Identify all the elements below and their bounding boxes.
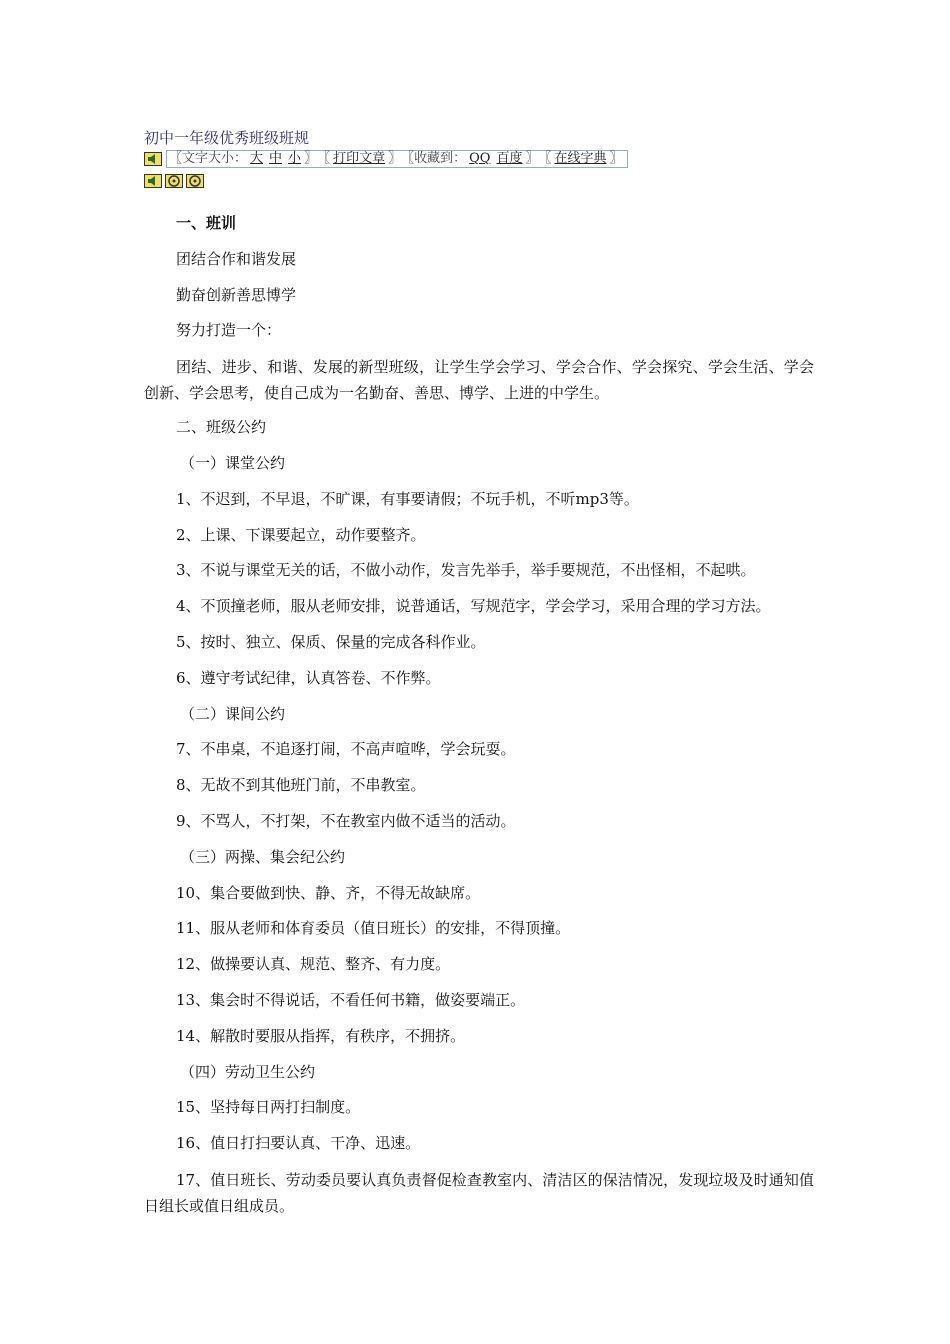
rule-item: 16、值日打扫要认真、干净、迅速。	[176, 1134, 421, 1153]
article-toolbar	[144, 150, 628, 168]
rule-item: 6、遵守考试纪律，认真答卷、不作弊。	[176, 668, 441, 687]
rule-item: 17、值日班长、劳动委员要认真负责督促检查教室内、清洁区的保洁情况，发现垃圾及时通知值日组长或值日组成员。	[144, 1170, 814, 1215]
rule-item: 5、按时、独立、保质、保量的完成各科作业。	[176, 632, 486, 651]
rule-item: 4、不顶撞老师，服从老师安排，说普通话，写规范字，学会学习，采用合理的学习方法。	[176, 597, 771, 616]
online-dictionary-link[interactable]: 在线字典	[554, 151, 607, 166]
bracket-close: 〗	[388, 151, 402, 166]
print-article-link[interactable]: 打印文章	[333, 151, 386, 166]
section-heading: 二、班级公约	[176, 418, 267, 437]
paragraph: 团结合作和谐发展	[176, 249, 297, 268]
bracket-close: 〗	[525, 151, 539, 166]
disc-icon[interactable]	[186, 174, 204, 188]
rule-item: 1、不迟到，不早退，不旷课，有事要请假；不玩手机，不听mp3等。	[176, 489, 639, 508]
subsection-heading: （二）课间公约	[180, 704, 286, 723]
rule-item: 15、坚持每日两打扫制度。	[176, 1098, 361, 1117]
favorite-baidu-link[interactable]: 百度	[496, 151, 523, 166]
bracket-close: 〗	[304, 151, 318, 166]
rule-item: 9、不骂人，不打架，不在教室内做不适当的活动。	[176, 811, 516, 830]
rule-item: 2、上课、下课要起立，动作要整齐。	[176, 525, 426, 544]
subsection-heading: （三）两操、集会纪公约	[180, 847, 346, 866]
favorite-label: 〖收藏到：	[401, 151, 467, 166]
icon-row	[144, 174, 204, 188]
paragraph: 勤奋创新善思博学	[176, 285, 297, 304]
rule-item: 3、不说与课堂无关的话，不做小动作，发言先举手，举手要规范，不出怪相，不起哄。	[176, 561, 756, 580]
bracket-close: 〗	[609, 151, 623, 166]
rule-item: 8、无故不到其他班门前，不串教室。	[176, 776, 426, 795]
section-heading: 一、班训	[176, 214, 237, 232]
bracket-open: 〖	[538, 151, 552, 166]
favorite-qq-link[interactable]: QQ	[469, 151, 491, 166]
speaker-icon[interactable]	[144, 152, 162, 166]
paragraph: 努力打造一个：	[176, 321, 282, 340]
subsection-heading: （一）课堂公约	[180, 453, 286, 472]
rule-item: 11、服从老师和体育委员（值日班长）的安排，不得顶撞。	[176, 919, 571, 938]
rule-item: 12、做操要认真、规范、整齐、有力度。	[176, 955, 451, 974]
font-size-large-link[interactable]: 大	[250, 151, 264, 166]
disc-icon[interactable]	[165, 174, 183, 188]
rule-item: 13、集会时不得说话，不看任何书籍，做姿要端正。	[176, 990, 526, 1009]
rule-item: 10、集合要做到快、静、齐，不得无故缺席。	[176, 883, 481, 902]
bracket-open: 〖	[317, 151, 331, 166]
speaker-icon[interactable]	[144, 174, 162, 188]
rule-item: 14、解散时要服从指挥，有秩序，不拥挤。	[176, 1026, 466, 1045]
font-size-small-link[interactable]: 小	[288, 151, 302, 166]
article-body	[144, 206, 814, 1223]
page-title: 初中一年级优秀班级班规	[144, 129, 310, 147]
subsection-heading: （四）劳动卫生公约	[180, 1062, 316, 1081]
paragraph: 团结、进步、和谐、发展的新型班级，让学生学会学习、学会合作、学会探究、学会生活、学会创新、学会思考，使自己成为一名勤奋、善思、博学、上进的中学生。	[144, 358, 814, 403]
font-size-label: 〖文字大小：	[169, 151, 248, 166]
font-size-medium-link[interactable]: 中	[269, 151, 283, 166]
rule-item: 7、不串桌，不追逐打闹，不高声喧哗，学会玩耍。	[176, 740, 516, 759]
toolbar-box	[166, 150, 628, 168]
